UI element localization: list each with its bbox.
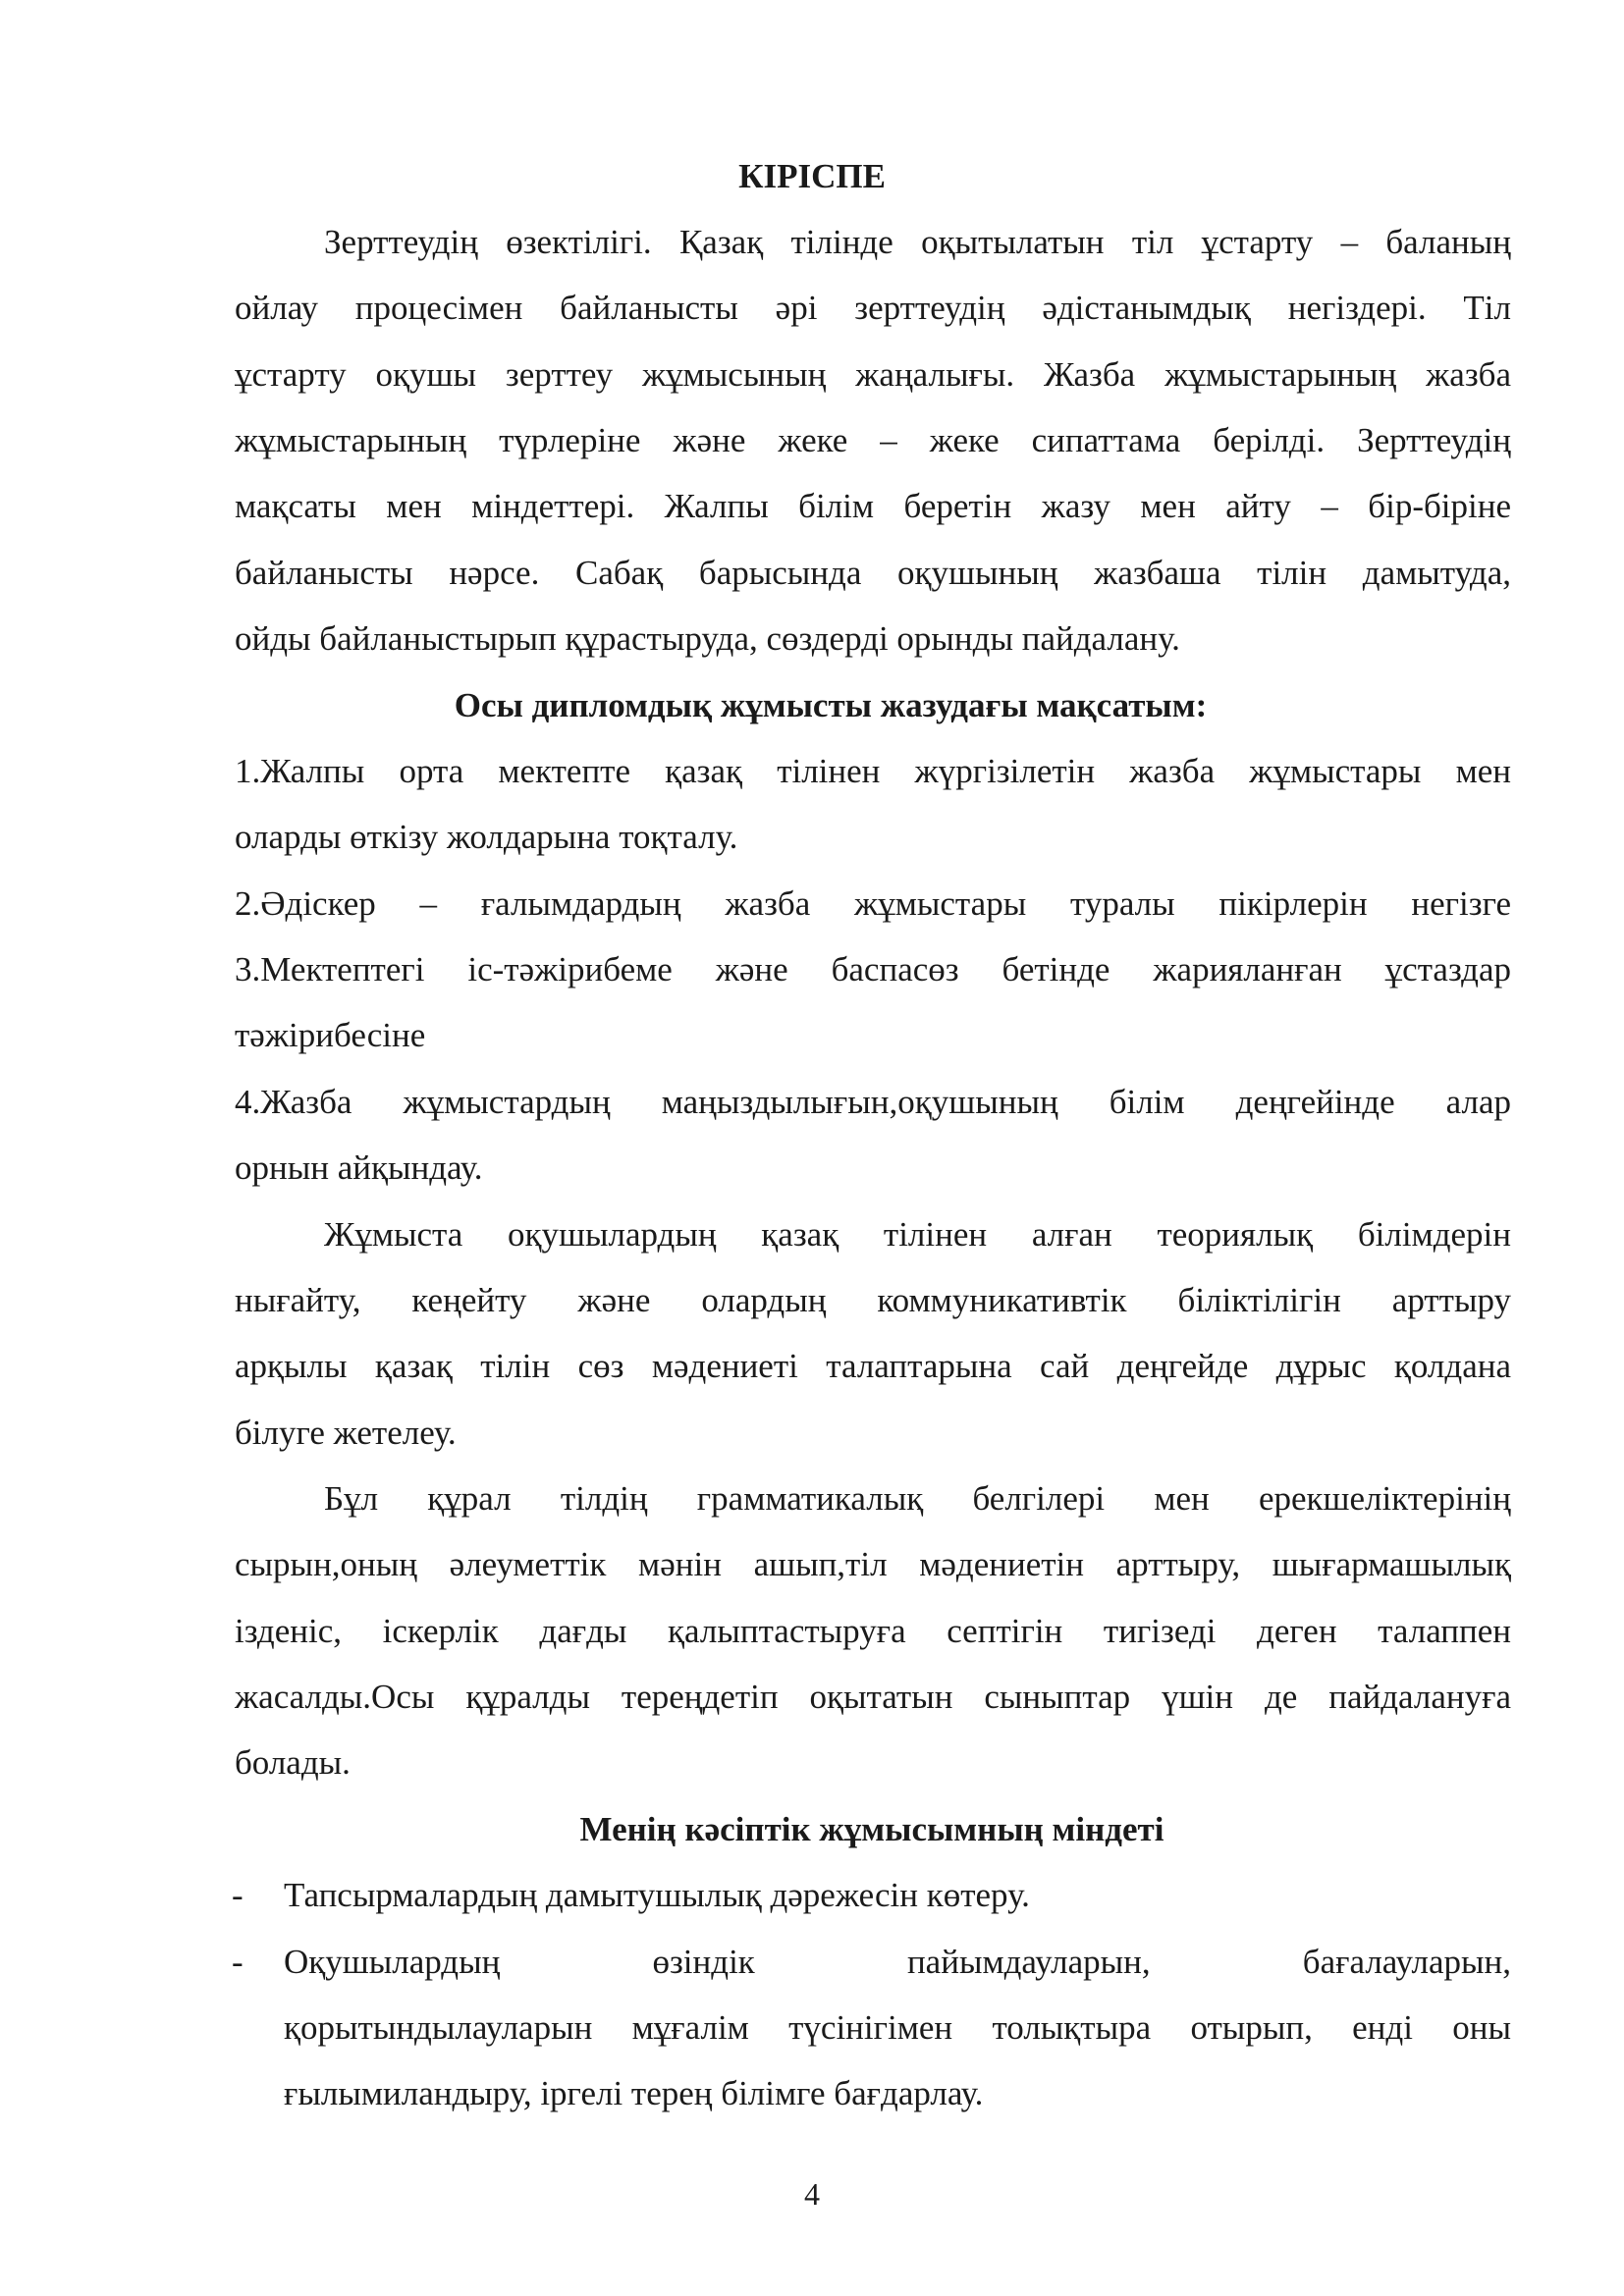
intro-line: жұмыстарының түрлеріне және жеке – жеке сипаттама берілді. Зерттеудің	[235, 421, 1511, 459]
tasks-heading: Менің кәсіптік жұмысымның міндеті	[579, 1810, 1164, 1848]
goal-line: 1.Жалпы орта мектепте қазақ тілінен жүргізілетін жазба жұмыстары мен	[235, 752, 1511, 790]
bullet-item: қорытындылауларын мұғалім түсінігімен толықтыра отырып, енді оны	[284, 2008, 1511, 2047]
bullet-marker: -	[232, 1876, 244, 1914]
page-number: 4	[804, 2176, 820, 2212]
intro-line: Зерттеудің өзектілігі. Қазақ тілінде оқытылатын тіл ұстарту – баланың	[324, 223, 1511, 261]
paragraph-line: болады.	[235, 1743, 351, 1782]
paragraph-line: ізденіс, іскерлік дағды қалыптастыруға септігін тигізеді деген талаппен	[235, 1612, 1511, 1650]
paragraph-line: білуге жетелеу.	[235, 1414, 457, 1452]
paragraph-line: Бұл құрал тілдің грамматикалық белгілері мен ерекшеліктерінің	[324, 1479, 1511, 1518]
intro-line: мақсаты мен міндеттері. Жалпы білім беретін жазу мен айту – бір-біріне	[235, 487, 1511, 525]
paragraph-line: арқылы қазақ тілін сөз мәдениеті талаптарына сай деңгейде дұрыс қолдана	[235, 1347, 1511, 1385]
goals-heading: Осы дипломдық жұмысты жазудағы мақсатым:	[454, 686, 1208, 724]
paragraph-line: Жұмыста оқушылардың қазақ тілінен алған теориялық білімдерін	[324, 1215, 1511, 1254]
bullet-item: Тапсырмалардың дамытушылық дәрежесін көтеру.	[284, 1876, 1030, 1914]
intro-line: байланысты нәрсе. Сабақ барысында оқушының жазбаша тілін дамытуда,	[235, 554, 1511, 592]
intro-line: ойды байланыстырып құрастыруда, сөздерді орынды пайдалану.	[235, 619, 1180, 658]
bullet-item: Оқушылардың өзіндік пайымдауларын, бағалауларын,	[284, 1943, 1511, 1981]
goal-line: тәжірибесіне	[235, 1016, 426, 1054]
goal-line: 3.Мектептегі іс-тәжірибеме және баспасөз бетінде жарияланған ұстаздар	[235, 950, 1511, 988]
bullet-item: ғылымиландыру, іргелі терең білімге бағдарлау.	[284, 2074, 984, 2112]
intro-line: ойлау процесімен байланысты әрі зерттеудің әдістанымдық негіздері. Тіл	[235, 289, 1511, 327]
goal-line: 4.Жазба жұмыстардың маңыздылығын,оқушының білім деңгейінде алар	[235, 1083, 1511, 1121]
goal-line: орнын айқындау.	[235, 1148, 483, 1187]
page-title: КІРІСПЕ	[738, 157, 886, 195]
goal-line: оларды өткізу жолдарына тоқталу.	[235, 818, 738, 856]
paragraph-line: сырын,оның әлеуметтік мәнін ашып,тіл мәдениетін арттыру, шығармашылық	[235, 1545, 1511, 1583]
paragraph-line: нығайту, кеңейту және олардың коммуникативтік біліктілігін арттыру	[235, 1281, 1511, 1319]
bullet-marker: -	[232, 1943, 244, 1981]
goal-line: 2.Әдіскер – ғалымдардың жазба жұмыстары туралы пікірлерін негізге	[235, 884, 1511, 923]
paragraph-line: жасалды.Осы құралды тереңдетіп оқытатын сыныптар үшін де пайдалануға	[235, 1678, 1511, 1716]
intro-line: ұстарту оқушы зерттеу жұмысының жаңалығы. Жазба жұмыстарының жазба	[235, 355, 1511, 394]
